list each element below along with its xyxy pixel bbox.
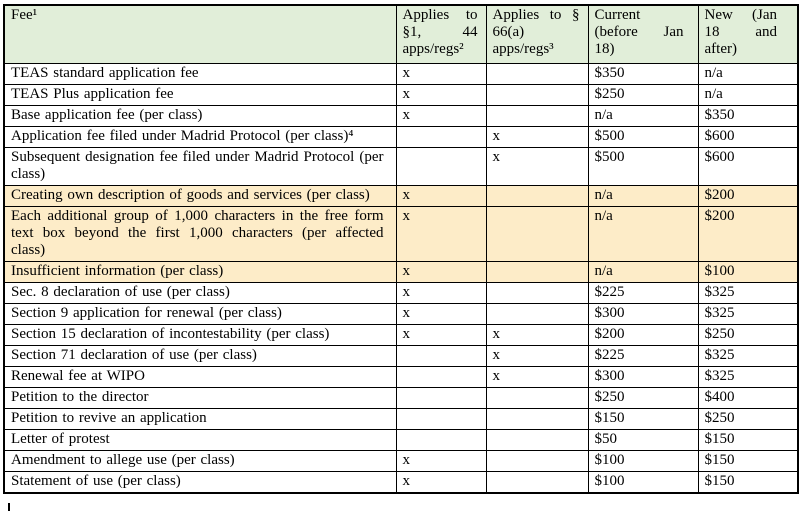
- new-fee-cell: n/a: [698, 64, 798, 85]
- current-fee-cell: $225: [588, 283, 698, 304]
- applies-sec66a-cell: [486, 283, 588, 304]
- fee-cell: Application fee filed under Madrid Protocol (per class)⁴: [4, 127, 396, 148]
- new-fee-cell: $350: [698, 106, 798, 127]
- table-body: [4, 64, 798, 494]
- applies-sec66a-cell: [486, 207, 588, 262]
- table-row: [4, 367, 798, 388]
- table-row: [4, 127, 798, 148]
- footnote-cutoff-mark: [8, 503, 10, 511]
- new-fee-cell: n/a: [698, 85, 798, 106]
- table-row: [4, 207, 798, 262]
- applies-sec66a-cell: [486, 409, 588, 430]
- current-fee-cell: $100: [588, 472, 698, 494]
- applies-sec1-44-cell: x: [396, 186, 486, 207]
- new-fee-cell: $600: [698, 148, 798, 186]
- new-fee-cell: $200: [698, 207, 798, 262]
- applies-sec66a-cell: [486, 451, 588, 472]
- applies-sec1-44-cell: x: [396, 106, 486, 127]
- applies-sec66a-cell: [486, 430, 588, 451]
- table-row: [4, 346, 798, 367]
- current-fee-cell: $200: [588, 325, 698, 346]
- applies-sec66a-cell: [486, 262, 588, 283]
- applies-sec1-44-cell: x: [396, 451, 486, 472]
- fee-cell: Creating own description of goods and services (per class): [4, 186, 396, 207]
- applies-sec1-44-cell: [396, 127, 486, 148]
- fee-cell: TEAS Plus application fee: [4, 85, 396, 106]
- applies-sec1-44-cell: x: [396, 304, 486, 325]
- current-fee-cell: $50: [588, 430, 698, 451]
- fee-cell: Renewal fee at WIPO: [4, 367, 396, 388]
- current-fee-cell: $500: [588, 148, 698, 186]
- fee-cell: Each additional group of 1,000 characters in the free form text box beyond the first 1,000 characters (per affected class): [4, 207, 396, 262]
- current-fee-cell: $500: [588, 127, 698, 148]
- applies-sec1-44-cell: x: [396, 325, 486, 346]
- applies-sec1-44-cell: [396, 409, 486, 430]
- new-fee-cell: $325: [698, 304, 798, 325]
- applies-sec66a-cell: [486, 388, 588, 409]
- applies-sec1-44-cell: x: [396, 262, 486, 283]
- fee-cell: Base application fee (per class): [4, 106, 396, 127]
- applies-sec66a-cell: x: [486, 367, 588, 388]
- column-header-new-fee: New (Jan 18 and after): [698, 5, 798, 64]
- column-header-applies-sec66a: Applies to § 66(a) apps/regs³: [486, 5, 588, 64]
- fee-cell: Sec. 8 declaration of use (per class): [4, 283, 396, 304]
- new-fee-cell: $325: [698, 283, 798, 304]
- applies-sec1-44-cell: [396, 388, 486, 409]
- applies-sec1-44-cell: [396, 346, 486, 367]
- fee-table-container: [3, 4, 799, 494]
- new-fee-cell: $150: [698, 430, 798, 451]
- current-fee-cell: $300: [588, 304, 698, 325]
- table-row: [4, 304, 798, 325]
- current-fee-cell: $150: [588, 409, 698, 430]
- new-fee-cell: $250: [698, 409, 798, 430]
- table-row: [4, 409, 798, 430]
- current-fee-cell: $300: [588, 367, 698, 388]
- applies-sec1-44-cell: x: [396, 85, 486, 106]
- table-header: [4, 5, 798, 64]
- new-fee-cell: $150: [698, 451, 798, 472]
- fee-cell: Amendment to allege use (per class): [4, 451, 396, 472]
- table-row: [4, 64, 798, 85]
- applies-sec1-44-cell: x: [396, 472, 486, 494]
- fee-cell: Section 15 declaration of incontestability (per class): [4, 325, 396, 346]
- applies-sec1-44-cell: [396, 367, 486, 388]
- table-row: [4, 325, 798, 346]
- applies-sec66a-cell: [486, 304, 588, 325]
- new-fee-cell: $400: [698, 388, 798, 409]
- table-row: [4, 472, 798, 494]
- new-fee-cell: $200: [698, 186, 798, 207]
- fee-cell: Subsequent designation fee filed under Madrid Protocol (per class): [4, 148, 396, 186]
- applies-sec66a-cell: [486, 106, 588, 127]
- new-fee-cell: $600: [698, 127, 798, 148]
- applies-sec1-44-cell: [396, 430, 486, 451]
- table-row: [4, 430, 798, 451]
- new-fee-cell: $150: [698, 472, 798, 494]
- applies-sec66a-cell: [486, 64, 588, 85]
- table-row: [4, 148, 798, 186]
- table-row: [4, 106, 798, 127]
- applies-sec66a-cell: [486, 186, 588, 207]
- table-row: [4, 85, 798, 106]
- applies-sec66a-cell: [486, 472, 588, 494]
- column-header-applies-sec1-44: Applies to §1, 44 apps/regs²: [396, 5, 486, 64]
- current-fee-cell: n/a: [588, 106, 698, 127]
- table-row: [4, 451, 798, 472]
- new-fee-cell: $325: [698, 367, 798, 388]
- applies-sec1-44-cell: x: [396, 283, 486, 304]
- new-fee-cell: $250: [698, 325, 798, 346]
- table-row: [4, 388, 798, 409]
- applies-sec66a-cell: x: [486, 148, 588, 186]
- fee-cell: Section 9 application for renewal (per class): [4, 304, 396, 325]
- current-fee-cell: $350: [588, 64, 698, 85]
- current-fee-cell: $100: [588, 451, 698, 472]
- applies-sec66a-cell: [486, 85, 588, 106]
- table-row: [4, 262, 798, 283]
- table-row: [4, 283, 798, 304]
- current-fee-cell: n/a: [588, 207, 698, 262]
- applies-sec1-44-cell: [396, 148, 486, 186]
- column-header-fee: Fee¹: [4, 5, 396, 64]
- current-fee-cell: $250: [588, 85, 698, 106]
- fee-cell: TEAS standard application fee: [4, 64, 396, 85]
- current-fee-cell: n/a: [588, 186, 698, 207]
- applies-sec66a-cell: x: [486, 346, 588, 367]
- fee-cell: Petition to revive an application: [4, 409, 396, 430]
- table-row: [4, 186, 798, 207]
- current-fee-cell: $250: [588, 388, 698, 409]
- fee-cell: Statement of use (per class): [4, 472, 396, 494]
- fee-cell: Section 71 declaration of use (per class): [4, 346, 396, 367]
- fee-table: [3, 4, 799, 494]
- applies-sec1-44-cell: x: [396, 64, 486, 85]
- applies-sec66a-cell: x: [486, 325, 588, 346]
- new-fee-cell: $100: [698, 262, 798, 283]
- new-fee-cell: $325: [698, 346, 798, 367]
- fee-cell: Letter of protest: [4, 430, 396, 451]
- applies-sec1-44-cell: x: [396, 207, 486, 262]
- fee-cell: Petition to the director: [4, 388, 396, 409]
- current-fee-cell: $225: [588, 346, 698, 367]
- applies-sec66a-cell: x: [486, 127, 588, 148]
- header-row: [4, 5, 798, 64]
- current-fee-cell: n/a: [588, 262, 698, 283]
- fee-cell: Insufficient information (per class): [4, 262, 396, 283]
- column-header-current-fee: Current (before Jan 18): [588, 5, 698, 64]
